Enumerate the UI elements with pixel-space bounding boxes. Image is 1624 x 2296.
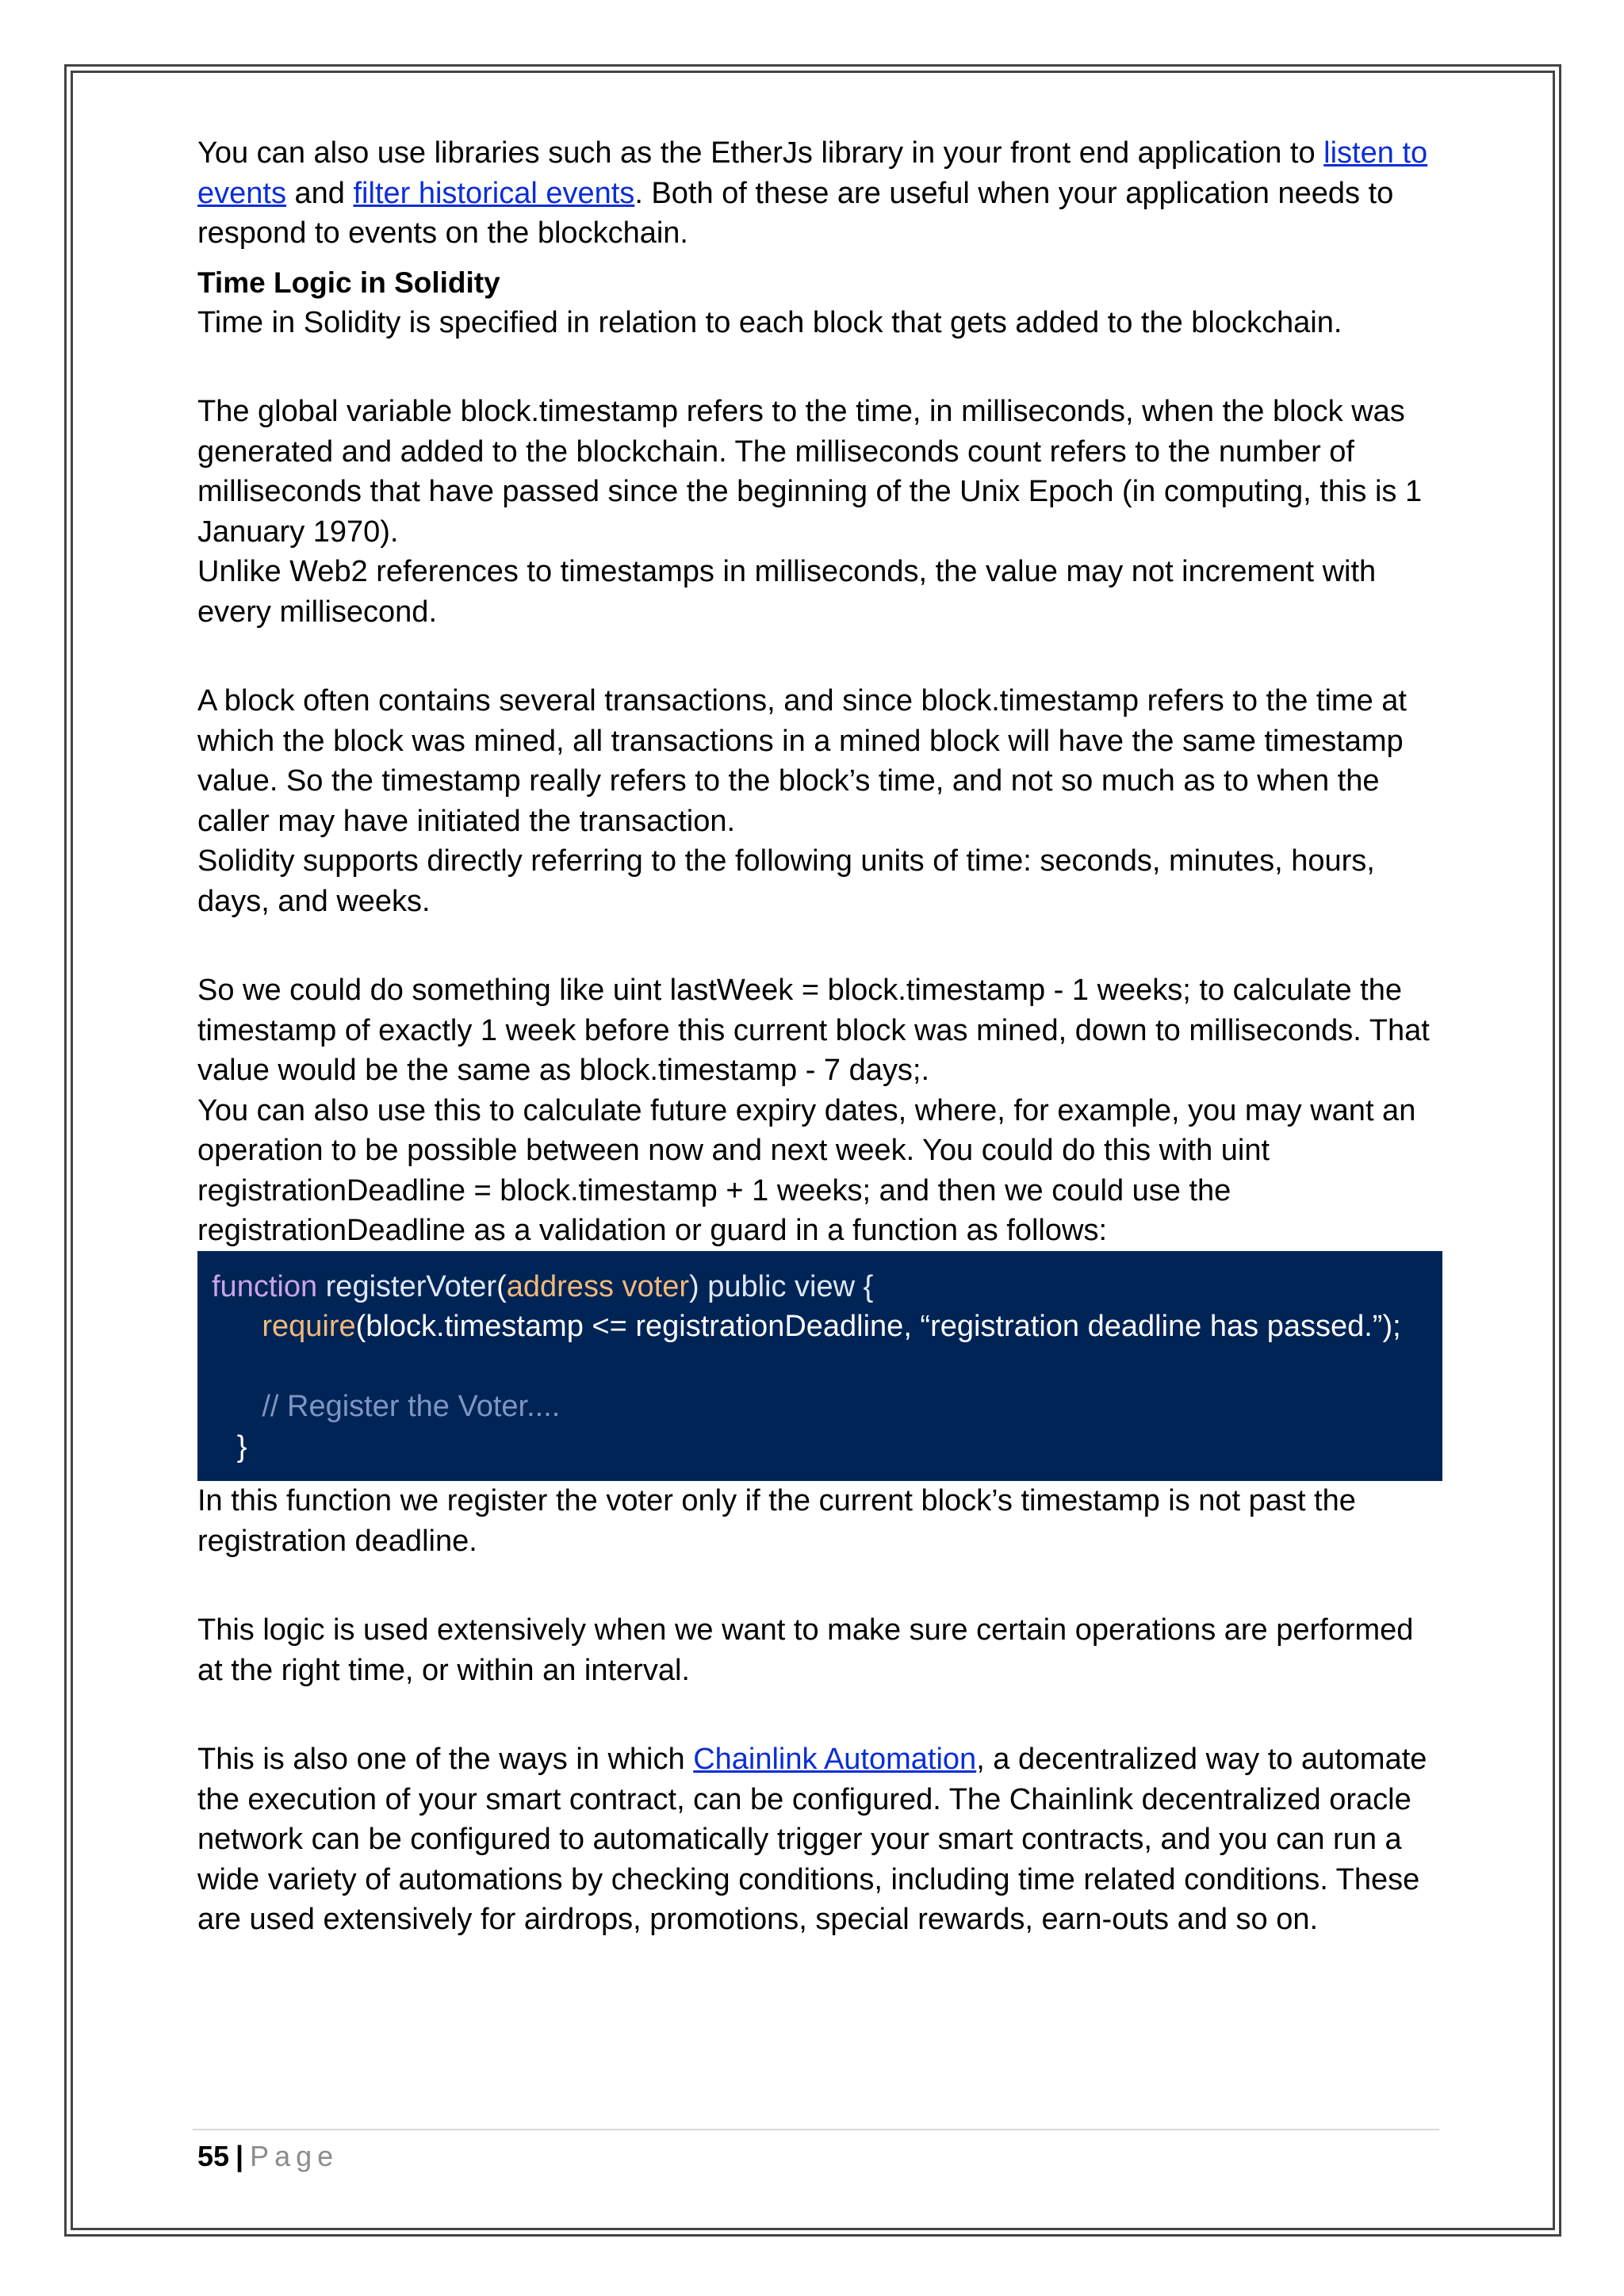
code-line-closing: } <box>212 1429 247 1464</box>
page-label: Page <box>250 2140 339 2172</box>
code-require-keyword: require <box>262 1310 356 1343</box>
chainlink-automation-link[interactable]: Chainlink Automation <box>693 1743 977 1776</box>
code-parameter: address voter <box>506 1269 689 1303</box>
paragraph-last-week-example: So we could do something like uint lastWeek = block.timestamp - 1 weeks; to calculate the timestamp of exactly 1 week before this current block was mined, down to milliseconds. That value would be the same as block.timestamp - 7 days;. <box>197 974 1430 1087</box>
document-body <box>197 133 1442 1940</box>
listen-to-events-link[interactable]: listen to events <box>197 136 1428 210</box>
paragraph-text: and <box>285 176 354 210</box>
code-signature-rest: ) public view { <box>688 1269 874 1303</box>
paragraph-chainlink <box>197 1739 1442 1940</box>
code-line-comment <box>212 1387 1428 1427</box>
code-function-name: registerVoter <box>317 1269 497 1303</box>
footer-divider <box>193 2129 1439 2130</box>
paragraph-web2-comparison: Unlike Web2 references to timestamps in milliseconds, the value may not increment with every millisecond. <box>197 555 1377 629</box>
page-footer <box>197 2137 339 2175</box>
filter-historical-events-link[interactable]: filter historical events <box>353 176 635 210</box>
page-number: 55 <box>197 2140 230 2172</box>
paragraph-time-intro: Time in Solidity is specified in relation to each block that gets added to the blockchain. <box>197 305 1342 339</box>
paragraph-text: . Both of these are useful when your application needs to respond to events on the blockchain. <box>197 176 1394 250</box>
code-comment: // Register the Voter.... <box>262 1390 561 1423</box>
code-line-signature <box>212 1267 1428 1307</box>
code-block <box>197 1251 1442 1482</box>
paragraph-time-units: Solidity supports directly referring to the following units of time: seconds, minutes, hours, days, and weeks. <box>197 844 1375 918</box>
paragraph-text: This is also one of the ways in which <box>197 1743 694 1776</box>
code-indent <box>212 1310 262 1343</box>
footer-separator: | <box>236 2140 244 2172</box>
paragraph-events <box>197 133 1442 254</box>
code-paren: ( <box>496 1269 507 1303</box>
paragraph-text: , a decentralized way to automate the execution of your smart contract, can be configured. The Chainlink decentralized oracle network can be configured to automatically trigger your smart contracts, and you can run a wide variety of automations by checking conditions, including time related conditions. These are used extensively for airdrops, promotions, special rewards, earn-outs and so on. <box>197 1743 1427 1936</box>
paragraph-function-explanation: In this function we register the voter only if the current block’s timestamp is not past the registration deadline. <box>197 1484 1356 1558</box>
paragraph-block-timestamp: The global variable block.timestamp refers to the time, in milliseconds, when the block was generated and added to the blockchain. The milliseconds count refers to the number of milliseconds that have passed since the beginning of the Unix Epoch (in computing, this is 1 January 1970). <box>197 395 1423 549</box>
code-require-args: (block.timestamp <= registrationDeadline, “registration deadline has passed.”); <box>355 1310 1401 1343</box>
paragraph-text: You can also use libraries such as the EtherJs library in your front end application to <box>197 136 1324 170</box>
paragraph-block-transactions: A block often contains several transactions, and since block.timestamp refers to the time at which the block was mined, all transactions in a mined block will have the same timestamp value. So the timestamp really refers to the block’s time, and not so much as to when the caller may have initiated the transaction. <box>197 684 1407 838</box>
code-keyword: function <box>212 1269 318 1303</box>
code-line-blank <box>212 1347 1428 1387</box>
section-heading: Time Logic in Solidity <box>197 266 500 299</box>
code-line-require <box>212 1307 1428 1347</box>
paragraph-logic-usage: This logic is used extensively when we want to make sure certain operations are performed at the right time, or within an interval. <box>197 1613 1414 1687</box>
paragraph-expiry-dates: You can also use this to calculate future expiry dates, where, for example, you may want an operation to be possible between now and next week. You could do this with uint registrationDeadline = block.timestamp + 1 weeks; and then we could use the registrationDeadline as a validation or guard in a function as follows: <box>197 1093 1416 1247</box>
code-indent <box>212 1390 262 1423</box>
